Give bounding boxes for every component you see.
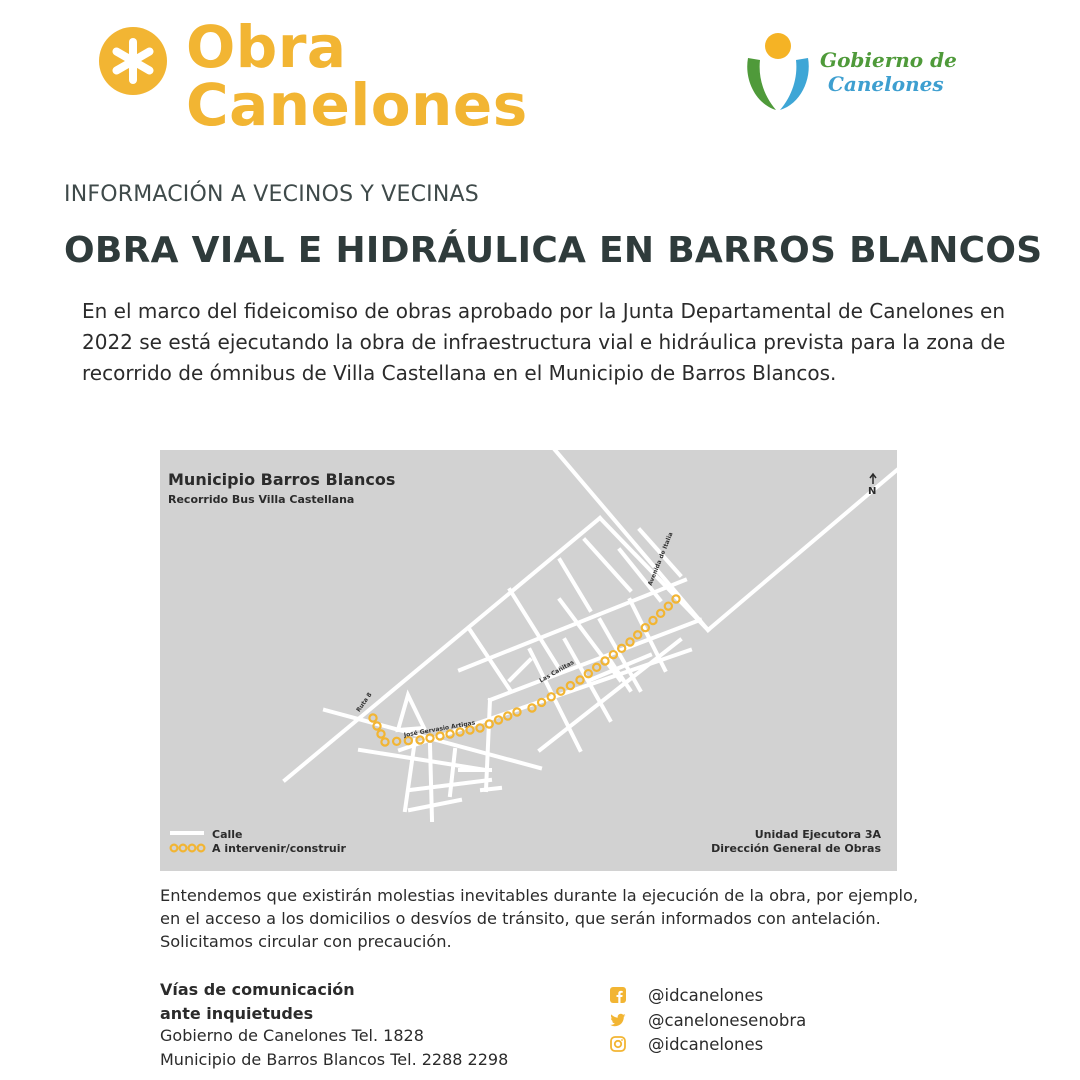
route-dot (189, 845, 196, 852)
map-streets (160, 450, 897, 871)
street-label-avenida-italia: Avenida de Italia (646, 531, 675, 587)
route-map (160, 450, 897, 871)
facebook-icon (610, 987, 626, 1003)
route-dot (393, 738, 400, 745)
route-dot (585, 670, 592, 677)
social-twitter[interactable] (610, 1009, 806, 1031)
legend-work-swatch (171, 845, 205, 852)
instagram-icon (610, 1036, 626, 1052)
twitter-handle: @canelonesenobra (648, 1010, 807, 1030)
map-credit-direction: Dirección General de Obras (711, 842, 881, 855)
legend-street-label: Calle (212, 828, 243, 841)
government-logo-line1: Gobierno de (820, 48, 957, 72)
route-dot (657, 610, 664, 617)
facebook-handle: @idcanelones (648, 985, 764, 1005)
route-dot (626, 638, 633, 645)
contact-heading-line1: Vías de comunicación (160, 980, 355, 999)
instagram-handle: @idcanelones (648, 1034, 764, 1054)
route-dot (377, 730, 384, 737)
twitter-icon (610, 1012, 626, 1028)
brand-line-canelones: Canelones (186, 71, 528, 139)
street-label-las-canitas: Las Cañitas (538, 659, 576, 685)
notice-paragraph: Entendemos que existirán molestias inevitables durante la ejecución de la obra, por ejemplo, en el acceso a los domicilios o desvíos de tránsito, que serán informados con antelación. Solicitamos circular con precaución. (160, 886, 919, 951)
route-dot (528, 704, 535, 711)
route-dot (369, 714, 376, 721)
route-dot (665, 603, 672, 610)
route-dot (513, 708, 520, 715)
route-dot (504, 712, 511, 719)
map-credit-unit: Unidad Ejecutora 3A (754, 828, 881, 841)
route-dot (476, 724, 483, 731)
route-dot (495, 716, 502, 723)
asterisk-icon (98, 26, 168, 96)
street-label-artigas: José Gervasio Artigas (403, 719, 476, 739)
route-dot (381, 738, 388, 745)
gobierno-canelones-logo (742, 30, 962, 112)
contact-phone-municipio: Municipio de Barros Blancos Tel. 2288 2298 (160, 1050, 509, 1069)
legend-work-label: A intervenir/construir (212, 842, 346, 855)
contact-heading-line2: ante inquietudes (160, 1004, 314, 1023)
route-dot (634, 631, 641, 638)
government-emblem-icon (742, 30, 812, 112)
route-dot (557, 688, 564, 695)
map-title: Municipio Barros Blancos (168, 470, 396, 489)
route-dot (593, 664, 600, 671)
route-dot (198, 845, 205, 852)
government-logo-line2: Canelones (828, 72, 944, 96)
route-dot (171, 845, 178, 852)
contact-heading (160, 978, 420, 1026)
route-dot (649, 617, 656, 624)
route-dot (416, 736, 423, 743)
social-instagram[interactable] (610, 1033, 763, 1055)
obra-canelones-logo (98, 13, 558, 139)
social-facebook[interactable] (610, 984, 763, 1006)
page-title: OBRA VIAL E HIDRÁULICA EN BARROS BLANCOS (64, 230, 1043, 271)
north-label: N (868, 486, 877, 497)
route-dot (567, 682, 574, 689)
contact-phone-gobierno: Gobierno de Canelones Tel. 1828 (160, 1026, 424, 1045)
street-label-ruta-8: Ruta 8 (355, 691, 374, 714)
route-dot (180, 845, 187, 852)
north-arrow-icon (870, 474, 876, 484)
brand-line-obra: Obra (186, 13, 347, 81)
map-subtitle: Recorrido Bus Villa Castellana (168, 493, 355, 506)
intro-paragraph: En el marco del fideicomiso de obras aprobado por la Junta Departamental de Canelones en 2022 se está ejecutando la obra de infraestructura vial e hidráulica prevista para la zona de recorrido de ómnibus de Villa Castellana en el Municipio de Barros Blancos. (82, 299, 1006, 385)
route-dot (576, 676, 583, 683)
kicker: INFORMACIÓN A VECINOS Y VECINAS (64, 182, 479, 207)
